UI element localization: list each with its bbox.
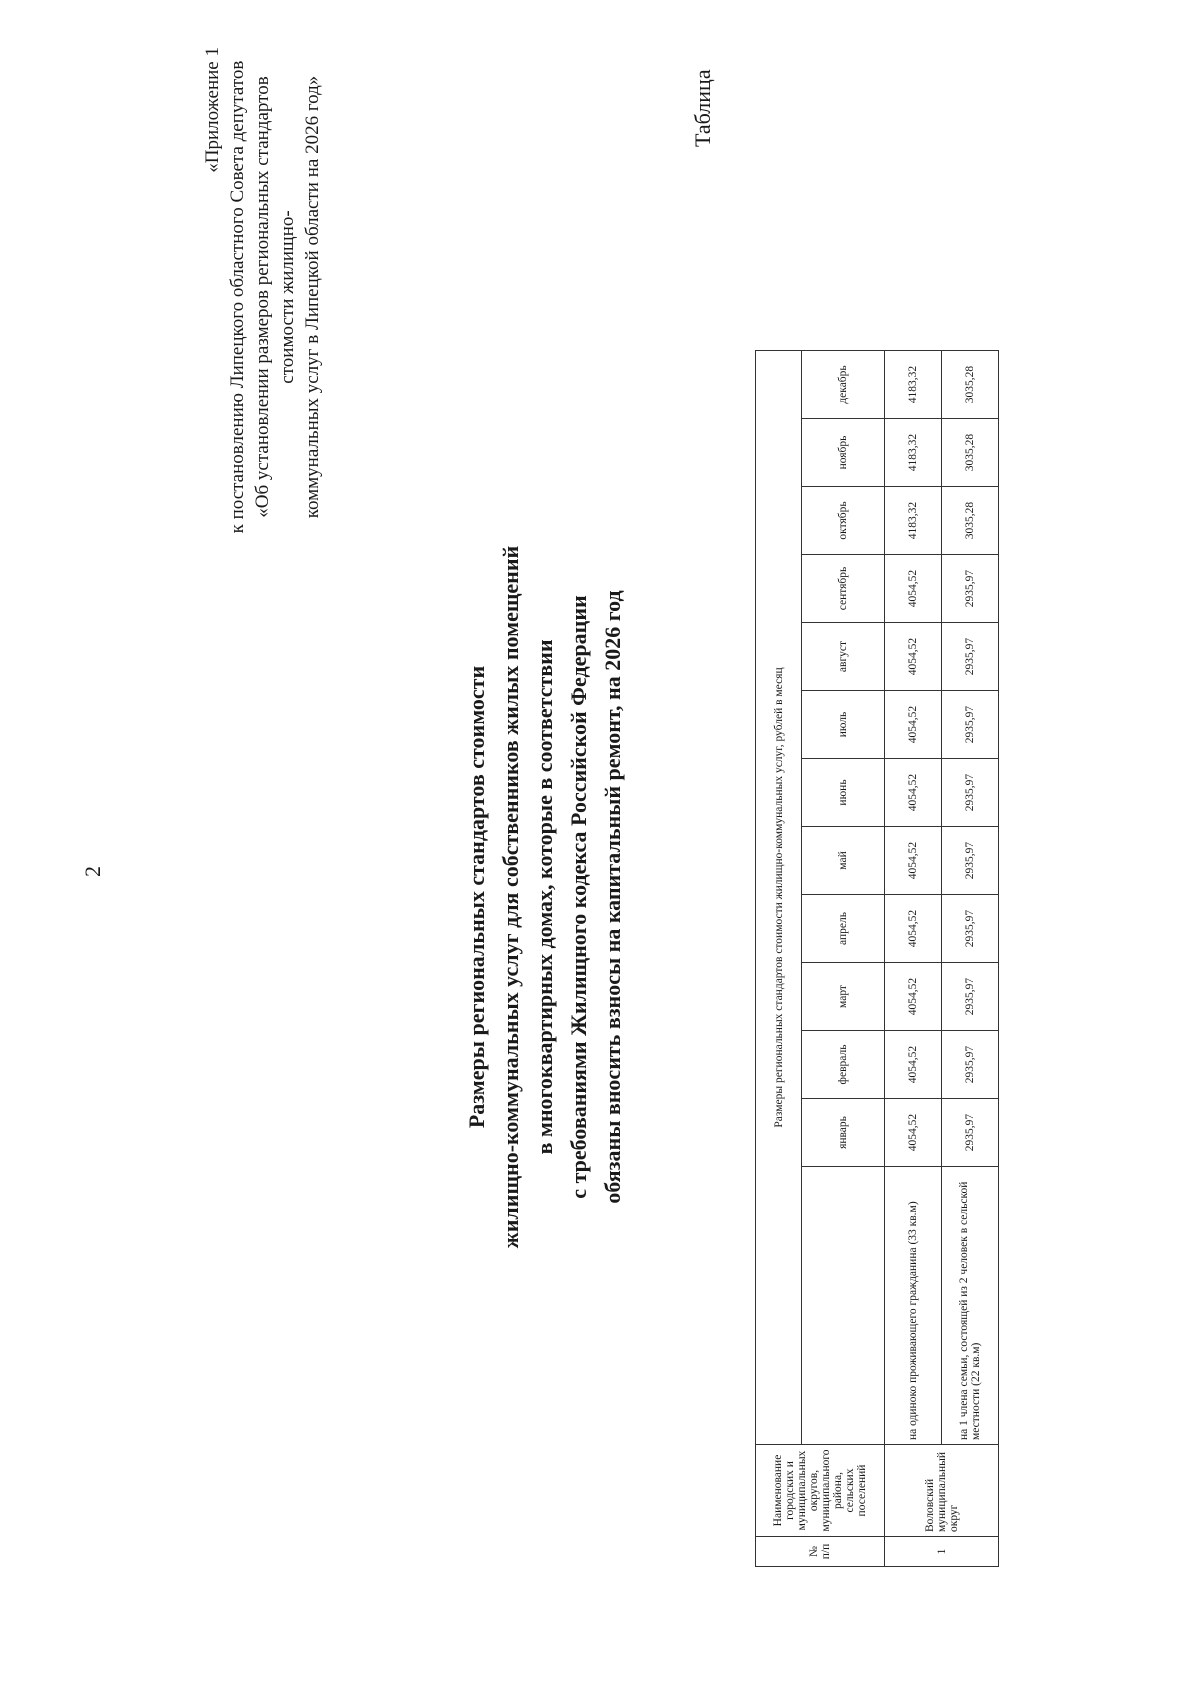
value-cell: 4054,52: [885, 1031, 942, 1099]
value-cell: 4183,32: [885, 351, 942, 419]
value-cell: 4054,52: [885, 895, 942, 963]
page-number: 2: [80, 866, 105, 877]
header-line: к постановлению Липецкого областного Совета депутатов: [227, 60, 248, 534]
header-category-blank: [802, 1167, 885, 1445]
value-cell: 2935,97: [942, 827, 999, 895]
table-row: [885, 351, 942, 1567]
header-number: № п/п: [756, 1537, 885, 1567]
value-cell: 4054,52: [885, 691, 942, 759]
value-cell: 3035,28: [942, 419, 999, 487]
value-cell: 2935,97: [942, 623, 999, 691]
standards-table: [755, 350, 999, 1567]
value-cell: 2935,97: [942, 759, 999, 827]
value-cell: 4054,52: [885, 759, 942, 827]
header-line: «Об установлении размеров региональных стандартов стоимости жилищно-: [252, 76, 298, 518]
month-header: сентябрь: [802, 555, 885, 623]
value-cell: 4183,32: [885, 487, 942, 555]
value-cell: 2935,97: [942, 555, 999, 623]
value-cell: 3035,28: [942, 487, 999, 555]
value-cell: 2935,97: [942, 1099, 999, 1167]
row-number: 1: [885, 1537, 999, 1567]
header-name: Наименование городских и муниципальных округов, муниципального района, сельских поселений: [756, 1445, 885, 1537]
appendix-header: [200, 47, 325, 547]
value-cell: 3035,28: [942, 351, 999, 419]
appendix-label: «Приложение 1: [202, 47, 223, 173]
month-header: август: [802, 623, 885, 691]
district-name: Воловский муниципальный округ: [885, 1445, 999, 1537]
title-line: Размеры региональных стандартов стоимости: [464, 665, 489, 1129]
value-cell: 4054,52: [885, 1099, 942, 1167]
category-label: на 1 члена семьи, состоящей из 2 человек в сельской местности (22 кв.м): [942, 1167, 999, 1445]
title-line: обязаны вносить взносы на капитальный ремонт, на 2026 год: [600, 590, 625, 1204]
title-line: с требованиями Жилищного кодекса Российской Федерации: [566, 595, 591, 1199]
month-header: октябрь: [802, 487, 885, 555]
month-header: апрель: [802, 895, 885, 963]
table-row: [942, 351, 999, 1567]
value-cell: 4054,52: [885, 827, 942, 895]
value-cell: 4054,52: [885, 963, 942, 1031]
title-line: в многоквартирных домах, которые в соответствии: [532, 639, 557, 1155]
header-line: коммунальных услуг в Липецкой области на 2026 год»: [302, 75, 323, 519]
month-header: июль: [802, 691, 885, 759]
month-header: февраль: [802, 1031, 885, 1099]
value-cell: 4054,52: [885, 623, 942, 691]
value-cell: 2935,97: [942, 691, 999, 759]
month-header: март: [802, 963, 885, 1031]
value-cell: 4183,32: [885, 419, 942, 487]
document-title: [460, 417, 630, 1377]
month-header: январь: [802, 1099, 885, 1167]
month-header: июнь: [802, 759, 885, 827]
value-cell: 4054,52: [885, 555, 942, 623]
month-header: декабрь: [802, 351, 885, 419]
category-label: на одиноко проживающего гражданина (33 кв.м): [885, 1167, 942, 1445]
value-cell: 2935,97: [942, 895, 999, 963]
month-header: май: [802, 827, 885, 895]
header-group: Размеры региональных стандартов стоимости жилищно-коммунальных услуг, рублей в месяц: [756, 351, 802, 1445]
title-line: жилищно-коммунальных услуг для собственников жилых помещений: [498, 545, 523, 1249]
table-caption: Таблица: [690, 69, 715, 147]
value-cell: 2935,97: [942, 963, 999, 1031]
month-header: ноябрь: [802, 419, 885, 487]
value-cell: 2935,97: [942, 1031, 999, 1099]
